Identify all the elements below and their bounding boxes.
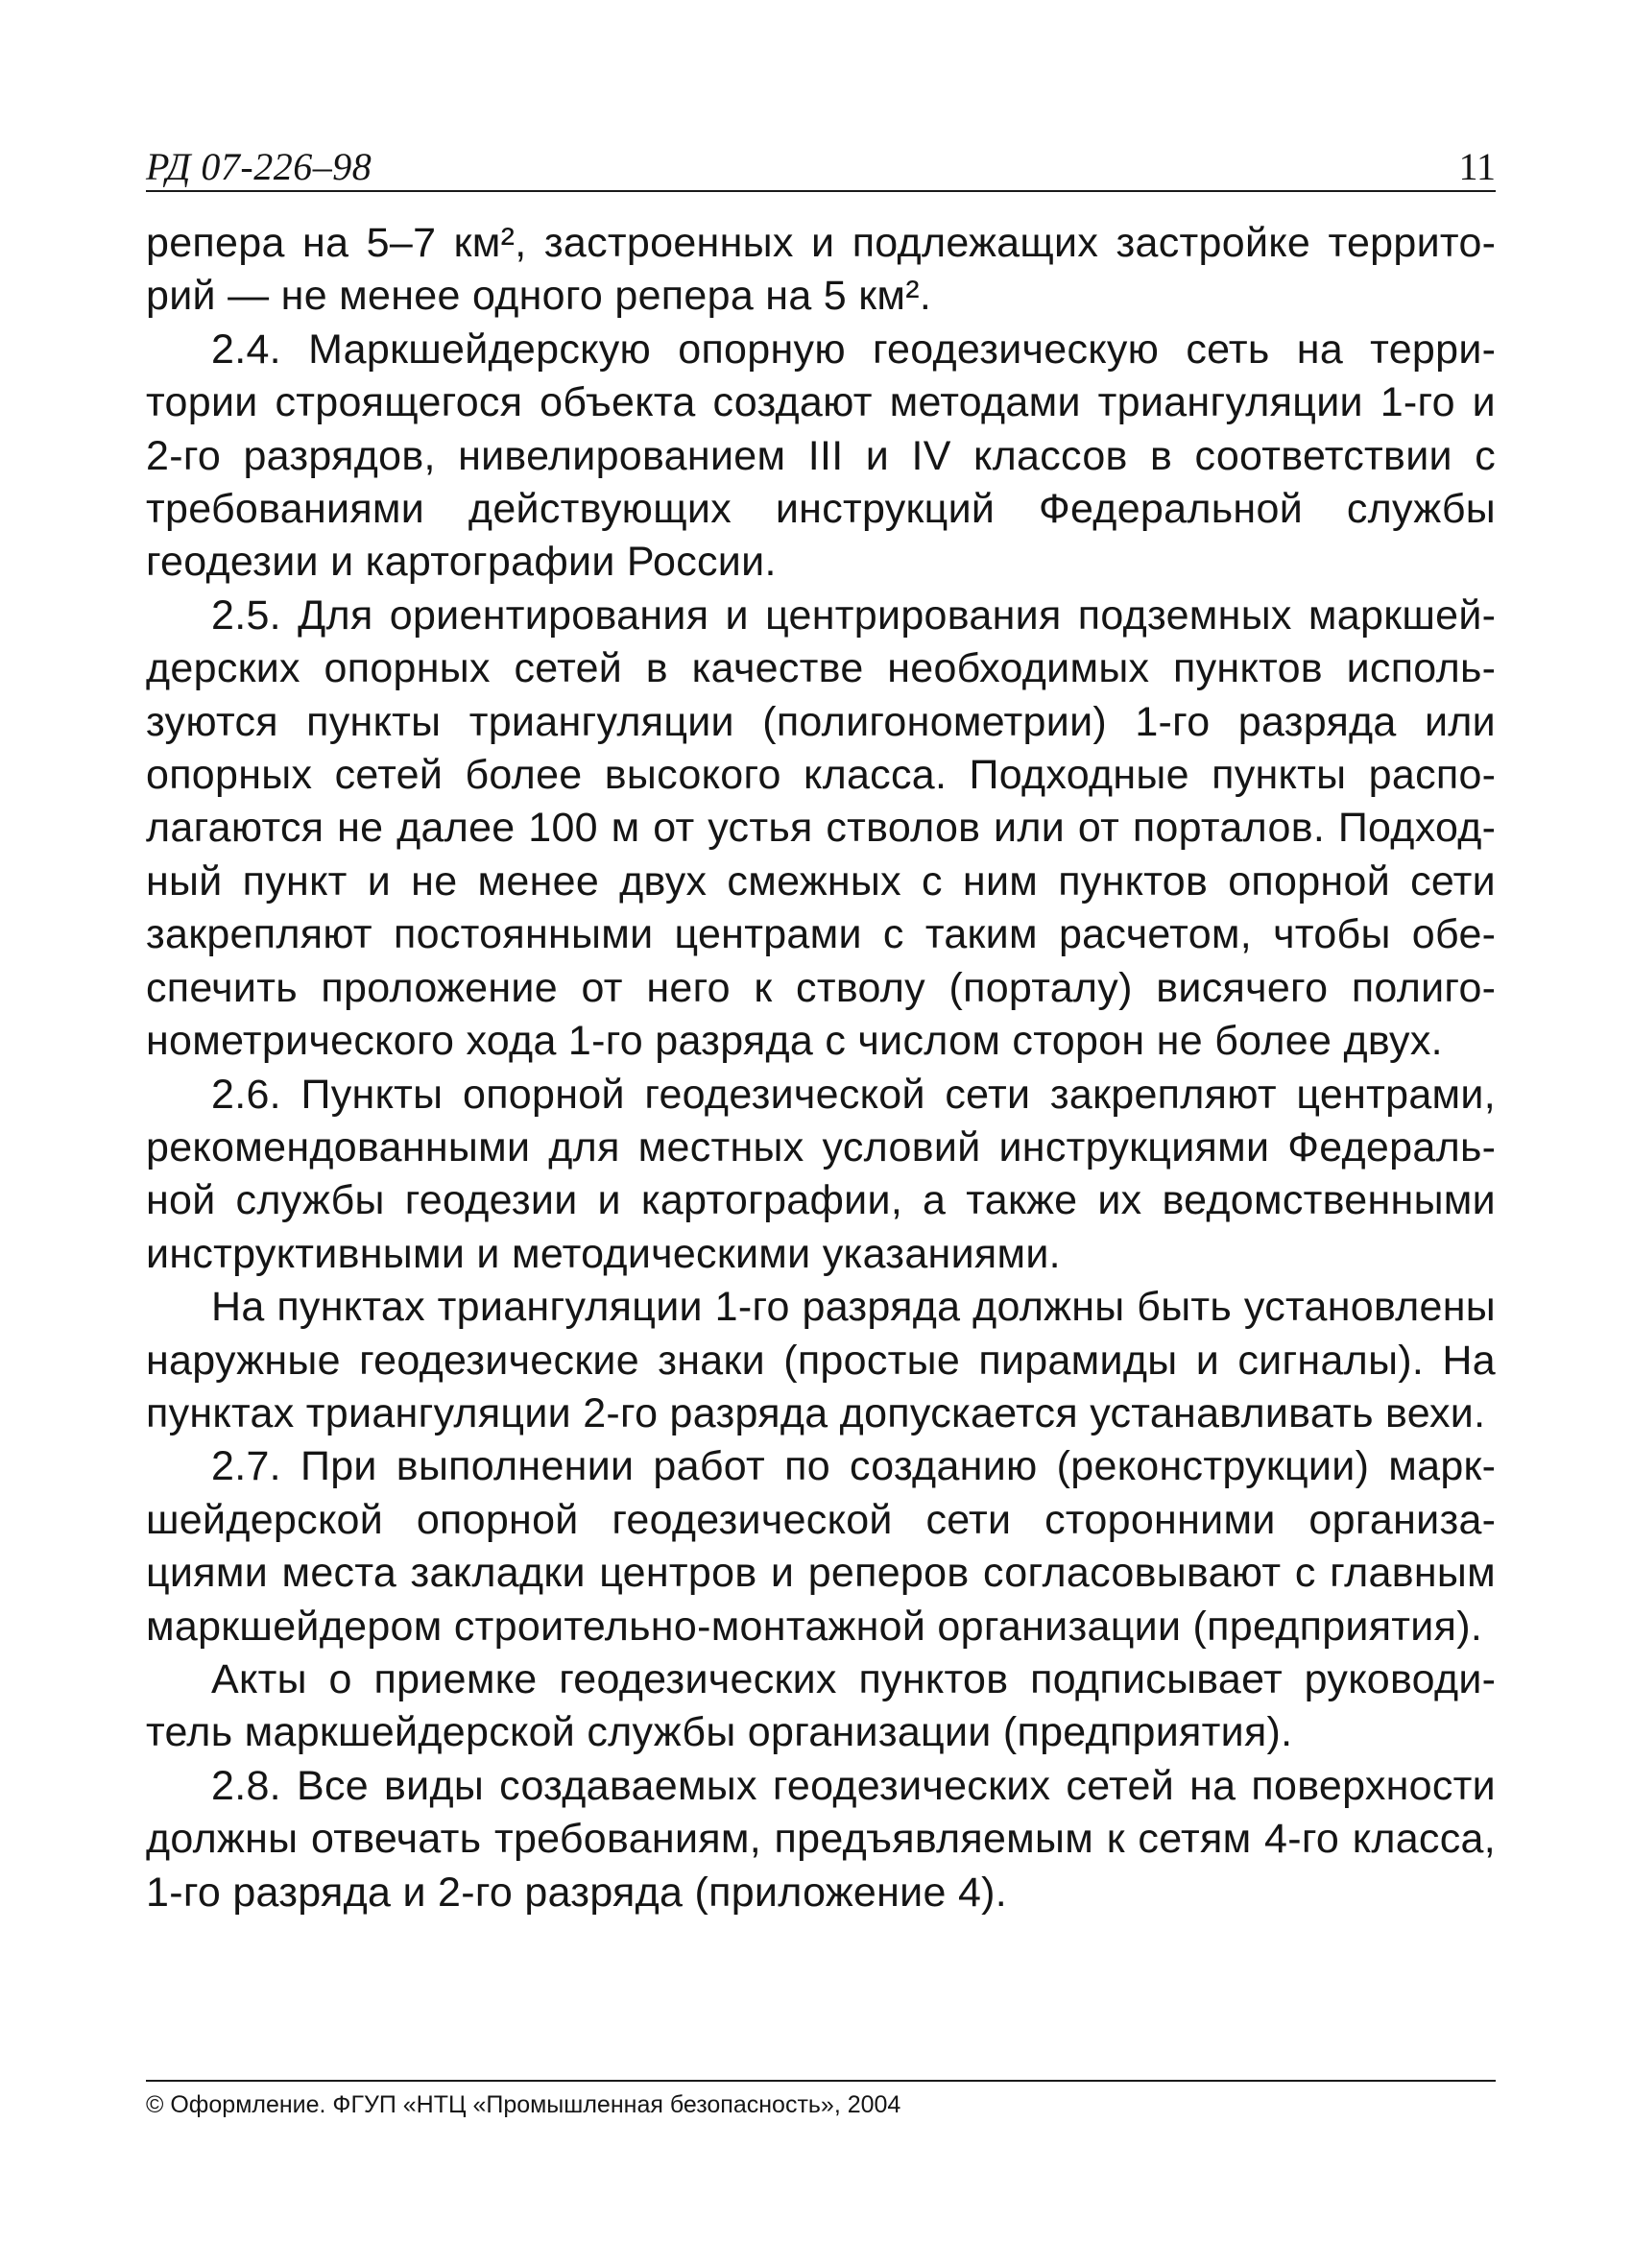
paragraph-2-6: 2.6. Пункты опорной геодезической сети закрепляют центрами, рекомендованными для местных условий инструкциями Федеральной службы геодезии и картографии, а также их ведомственными инструктивными и методическими указаниями. xyxy=(146,1071,1496,1277)
paragraph-2-8: 2.8. Все виды создаваемых геодезических сетей на поверхности должны отвечать требованиям, предъявляемым к сетям 4-го класса, 1-го разряда и 2-го разряда (приложение 4). xyxy=(146,1762,1496,1916)
copyright-footer: © Оформление. ФГУП «НТЦ «Промышленная безопасность», 2004 xyxy=(146,2091,901,2118)
paragraph-2-6-signs: На пунктах триангуляции 1-го разряда должны быть установлены наружные геодезические знаки (простые пирамиды и сигналы). На пунктах триангуляции 2-го разряда допускается устанавливать вехи. xyxy=(146,1284,1496,1436)
paragraph-2-4: 2.4. Маркшейдерскую опорную геодезическую сеть на территории строящегося объекта создают методами триангуляции 1-го и 2-го разрядов, нивелированием III и IV классов в соответствии с требованиями действующих инструкций Федеральной службы геодезии и картографии России. xyxy=(146,326,1496,586)
body-text xyxy=(146,217,1496,1919)
page-number: 11 xyxy=(1458,145,1496,188)
page-header xyxy=(146,144,1496,192)
paragraph-2-5: 2.5. Для ориентирования и центрирования подземных маркшейдерских опорных сетей в качестве необходимых пунктов используются пункты триангуляции (полигонометрии) 1-го разряда или опорных сетей более высокого класса. Подходные пункты располагаются не далее 100 м от устья стволов или от порталов. Подходный пункт и не менее двух смежных с ним пунктов опорной сети закрепляют постоянными центрами с таким расчетом, чтобы обеспечить проложение от него к стволу (порталу) висячего полигонометрического хода 1-го разряда с числом сторон не более двух. xyxy=(146,591,1496,1065)
header-divider xyxy=(146,190,1496,192)
paragraph-continuation: репера на 5–7 км², застроенных и подлежащих застройке территорий — не менее одного репера на 5 км². xyxy=(146,220,1496,320)
footer-divider xyxy=(146,2080,1496,2082)
paragraph-2-7-acts: Акты о приемке геодезических пунктов подписывает руководитель маркшейдерской службы организации (предприятия). xyxy=(146,1655,1496,1756)
document-code: РД 07-226–98 xyxy=(146,145,372,188)
paragraph-2-7: 2.7. При выполнении работ по созданию (реконструкции) маркшейдерской опорной геодезической сети сторонними организациями места закладки центров и реперов согласовывают с главным маркшейдером строительно-монтажной организации (предприятия). xyxy=(146,1443,1496,1650)
